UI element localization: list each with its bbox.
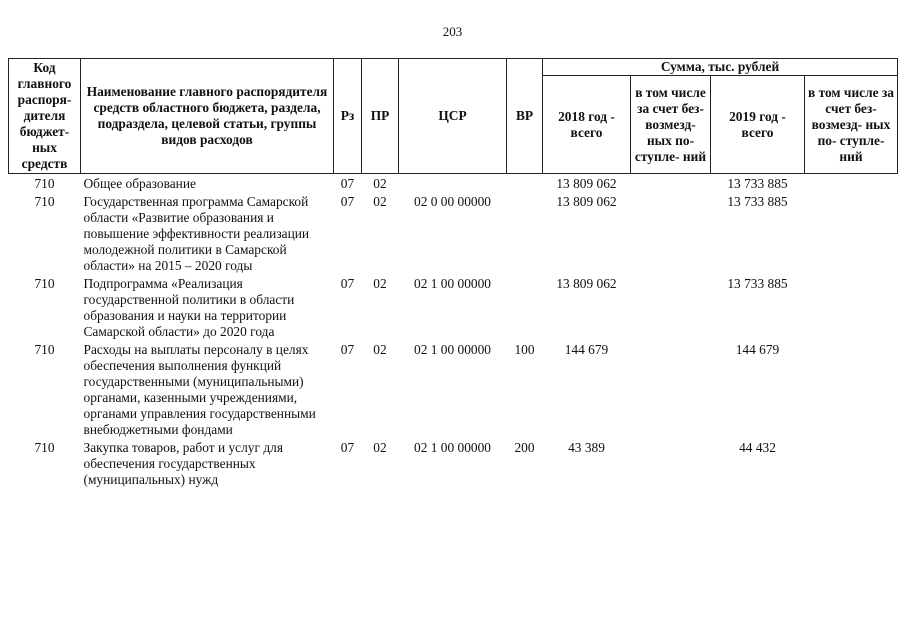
cell-csr [399,174,507,194]
cell-vr: 200 [514,440,535,455]
header-2018-total: 2018 год - всего [543,76,631,174]
table-row [9,341,898,439]
cell-pr: 02 [373,194,387,209]
table-header [9,59,898,174]
cell-2018-gratuitous [631,193,711,275]
cell-2019-total: 13 733 885 [727,194,788,209]
cell-code: 710 [34,176,55,191]
cell-2019-gratuitous [805,174,898,194]
cell-rz: 07 [340,342,355,357]
cell-2018-total: 13 809 062 [556,194,617,209]
cell-csr: 02 1 00 00000 [414,440,491,455]
header-name: Наименование главного распорядителя средств областного бюджета, раздела, подраздела, целевой статьи, группы видов расходов [81,59,334,174]
cell-2018-gratuitous [631,439,711,489]
cell-code: 710 [34,342,55,357]
cell-2019-gratuitous [805,341,898,439]
table-row [9,193,898,275]
budget-table [8,58,898,489]
cell-2019-total: 44 432 [739,440,776,455]
cell-2019-total: 13 733 885 [727,276,788,291]
cell-2018-total: 13 809 062 [556,176,617,191]
cell-2018-gratuitous [631,275,711,341]
cell-2018-total: 13 809 062 [556,276,617,291]
cell-2019-gratuitous [805,439,898,489]
table-row [9,174,898,194]
header-code: Код главного распоря- дителя бюджет- ных средств [9,59,81,174]
cell-2018-total: 144 679 [564,342,609,357]
cell-2019-gratuitous [805,275,898,341]
cell-rz: 07 [340,276,355,291]
cell-rz: 07 [340,176,355,191]
header-2019-total: 2019 год - всего [711,76,805,174]
header-vr: ВР [507,59,543,174]
cell-csr: 02 1 00 00000 [414,342,491,357]
cell-2018-total: 43 389 [568,440,605,455]
cell-vr: 100 [514,342,535,357]
header-sum-group: Сумма, тыс. рублей [543,59,898,76]
header-csr: ЦСР [399,59,507,174]
cell-vr [507,174,543,194]
cell-pr: 02 [373,342,387,357]
cell-rz: 07 [340,194,355,209]
cell-code: 710 [34,194,55,209]
header-2019-gratuitous: в том числе за счет без- возмезд- ных по- ступле- ний [805,76,898,174]
table-body [9,174,898,490]
cell-name: Государственная программа Самарской области «Развитие образования и повышение эффективности реализации молодежной политики в Самарской области» на 2015 – 2020 годы [83,194,310,273]
cell-name: Закупка товаров, работ и услуг для обеспечения государственных (муниципальных) нужд [83,440,283,487]
header-2018-gratuitous: в том числе за счет без- возмезд- ных по- ступле- ний [631,76,711,174]
cell-name: Подпрограмма «Реализация государственной политики в области образования и науки на территории Самарской области» до 2020 года [83,276,295,339]
cell-name: Общее образование [83,176,196,191]
page-number: 203 [442,24,463,39]
cell-2018-gratuitous [631,174,711,194]
cell-vr [507,193,543,275]
cell-csr: 02 0 00 00000 [414,194,491,209]
header-rz: Рз [334,59,362,174]
header-pr: ПР [362,59,399,174]
cell-csr: 02 1 00 00000 [414,276,491,291]
cell-2019-gratuitous [805,193,898,275]
cell-pr: 02 [373,176,387,191]
cell-rz: 07 [340,440,355,455]
cell-code: 710 [34,440,55,455]
cell-name: Расходы на выплаты персоналу в целях обеспечения выполнения функций государственными (муниципальными) органами, казенными учреждениями, органами управления государственными внебюджетными фондами [83,342,316,437]
cell-code: 710 [34,276,55,291]
table-row [9,275,898,341]
table-row [9,439,898,489]
cell-pr: 02 [373,440,387,455]
cell-2018-gratuitous [631,341,711,439]
cell-2019-total: 13 733 885 [727,176,788,191]
cell-pr: 02 [373,276,387,291]
cell-vr [507,275,543,341]
cell-2019-total: 144 679 [735,342,780,357]
